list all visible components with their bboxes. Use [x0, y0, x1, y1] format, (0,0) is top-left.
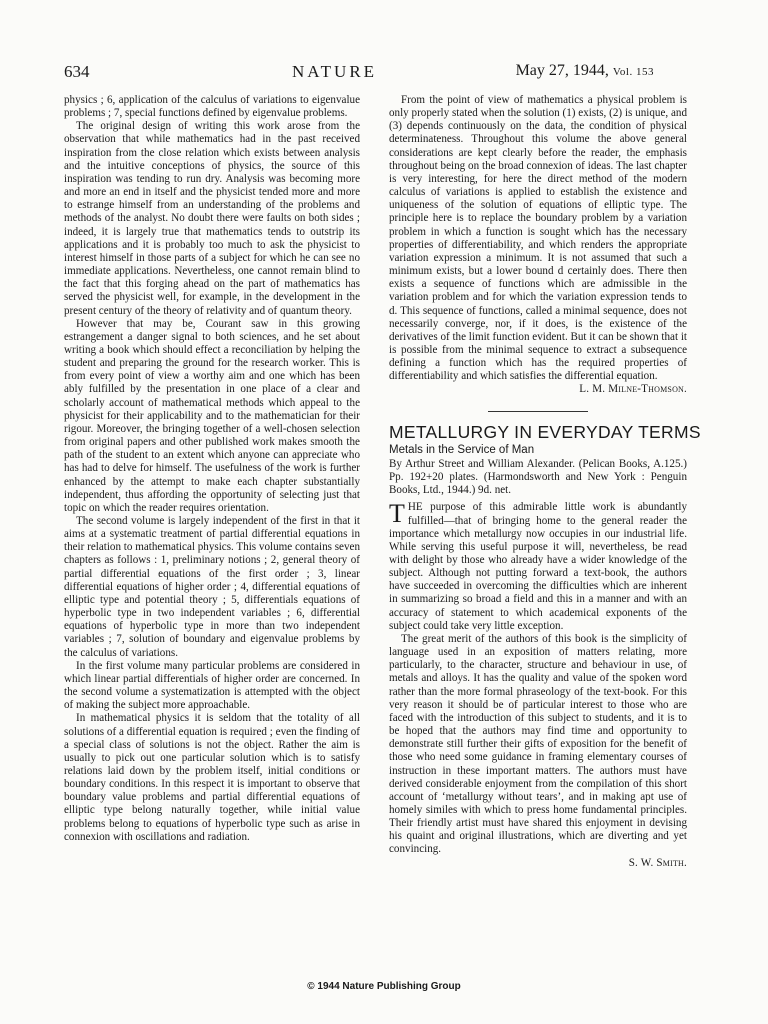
paragraph: The second volume is largely independent of the first in that it aims at a systematic treatment of partial differential equations in their relation to mathematical physics. This volume contains seven chapters as follows : 1, preliminary notions ; 2, general theory of partial differential equations of the first order ; 3, linear differential equations of higher order ; 4, differential equations of elliptic type and potential theory ; 5, differentials equations of hyperbolic type in two independent variables ; 6, differential equations of hyperbolic type in more than two independent variables ; 7, solution of boundary and eigenvalue problems by the calculus of variations.	[64, 515, 360, 659]
drop-cap: T	[389, 499, 405, 529]
section-title: METALLURGY IN EVERYDAY TERMS	[389, 421, 701, 442]
signature-name: S. W. Smith.	[628, 856, 687, 869]
left-column	[64, 94, 360, 844]
paragraph: The great merit of the authors of this book is the simplicity of language used in an exposition of matters relating, more particularly, to the character, structure and behaviour in use, of metals and alloys. It has the quality and value of the spoken word rather than the more formal phraseology of the text-book. For this very reason it should be of particular interest to those who are faced with the introduction of this subject to students, and it is to be hoped that the authors may find time and opportunity to demonstrate still further their gifts of exposition for the benefit of those who need some guidance in framing elementary courses of instruction in these important matters. The authors must have derived considerable enjoyment from the compilation of this short account of ‘metallurgy without tears’, and in making apt use of homely similes with which to press home fundamental principles. Their friendly artist must have shared this enjoyment in devising his quaint and original illustrations, which are diverting and yet convincing.	[389, 632, 687, 856]
review-signature	[389, 383, 687, 396]
bibliographic-line: By Arthur Street and William Alexander. (Pelican Books, A.125.) Pp. 192+20 plates. (Harmondsworth and New York : Penguin Books, Ltd., 1944.) 9d. net.	[389, 457, 687, 497]
issue-info	[516, 62, 654, 80]
signature-name: L. M. Milne-Thomson.	[579, 383, 687, 396]
paragraph: HE purpose of this admirable little work is abundantly fulfilled—that of bringing home to the general reader the importance which metallurgy now occupies in our industrial life. While serving this useful purpose it will, nevertheless, be read with delight by those who already have a wider knowledge of the subject. Although not putting forward a text-book, the authors have succeeded in overcoming the difficulties which are inherent in summarizing so broad a field and this in a manner and with an accuracy of statement to which academical exponents of the subject could take very little exception.	[389, 501, 687, 632]
issue-date: May 27, 1944,	[515, 62, 609, 79]
paragraph: However that may be, Courant saw in this growing estrangement a danger signal to both sciences, and he set about writing a book which should effect a reconciliation by helping the student and preparing the ground for the research worker. This is from every point of view a worthy aim and one which has been ably fulfilled by the presentation in one place of a clear and scholarly account of mathematical methods which appeal to the physicist for their applicability and to the mathematician for their rigour. Moreover, the bringing together of a well-chosen selection from original papers and other published work makes smooth the path of the student to an extent which anyone can appreciate who has had to delve for himself. The usefulness of the work is further enhanced by the attempt to make each chapter substantially independent, thus affording the opportunity of selecting just that topic on which the reader requires orientation.	[64, 317, 360, 514]
right-column	[389, 94, 701, 870]
copyright-footer: © 1944 Nature Publishing Group	[307, 981, 461, 992]
paragraph: physics ; 6, application of the calculus of variations to eigenvalue problems ; 7, special functions defined by eigenvalue problems.	[64, 94, 360, 120]
page-header	[64, 62, 658, 86]
paragraph: In the first volume many particular problems are considered in which linear partial differentials of higher order are concerned. In the second volume a systematization is attempted with the object of making the subject more approachable.	[64, 659, 360, 712]
paragraph: In mathematical physics it is seldom that the totality of all solutions of a differential equation is required ; even the finding of a special class of solutions is not the object. Rather the aim is usually to pick out one particular solution which is to satisfy relations laid down by the problem itself, initial conditions or boundary conditions. In this respect it is important to observe that boundary value problems and partial differential equations of elliptic type belong naturally together, while initial value problems belong to equations of hyperbolic type such as arise in connexion with oscillations and radiation.	[64, 712, 360, 843]
journal-title: NATURE	[292, 62, 378, 81]
volume-number: Vol. 153	[612, 66, 654, 78]
section-divider	[488, 411, 588, 412]
book-title: Metals in the Service of Man	[389, 443, 535, 456]
review-signature	[389, 857, 687, 870]
paragraph: From the point of view of mathematics a physical problem is only properly stated when the solution (1) exists, (2) is unique, and (3) depends continuously on the data, the condition of physical determinateness. Throughout this volume the above general considerations are kept clearly before the reader, the emphasis throughout being on the broad connexion of ideas. The last chapter is very interesting, for here the direct method of the modern calculus of variations is applied to establish the existence and uniqueness of the solution of equations of elliptic type. The principle here is to replace the boundary problem by a variation problem in which a function is sought which has the necessary properties of differentiability, and which renders the appropriate variation expression a minimum. It is not assumed that such a minimum exists, but a lower bound d certainly does. There then exists a sequence of functions which are admissible in the variation problem and for which the variation expression tends to d. This sequence of functions, called a minimal sequence, does not necessarily converge, nor, if it does, is the existence of the derivatives of the limit function evident. But it can be shown that it is possible from the minimal sequence to extract a subsequence defining a function which has the required properties of differentiability and which satisfies the differential equation.	[389, 94, 687, 383]
paragraph: The original design of writing this work arose from the observation that while mathematics had in the past received inspiration from the close relation which exists between analysis and the intuitive conceptions of physics, the source of this inspiration was tending to run dry. Analysis was becoming more and more an end in itself and the physicist tended more and more to estrange himself from an understanding of the problems and methods of the analyst. No doubt there were faults on both sides ; indeed, it is largely true that mathematics tends to outstrip its applications and it is probably too much to ask the physicist to interest himself in those parts of a subject for which he can see no immediate applications. Nevertheless, one cannot remain blind to the fact that this forging ahead on the part of mathematics has served the physicist well, for example, in the development in the present century of the theory of relativity and of quantum theory.	[64, 120, 360, 317]
page-number: 634	[64, 62, 90, 81]
review-body	[389, 501, 687, 633]
